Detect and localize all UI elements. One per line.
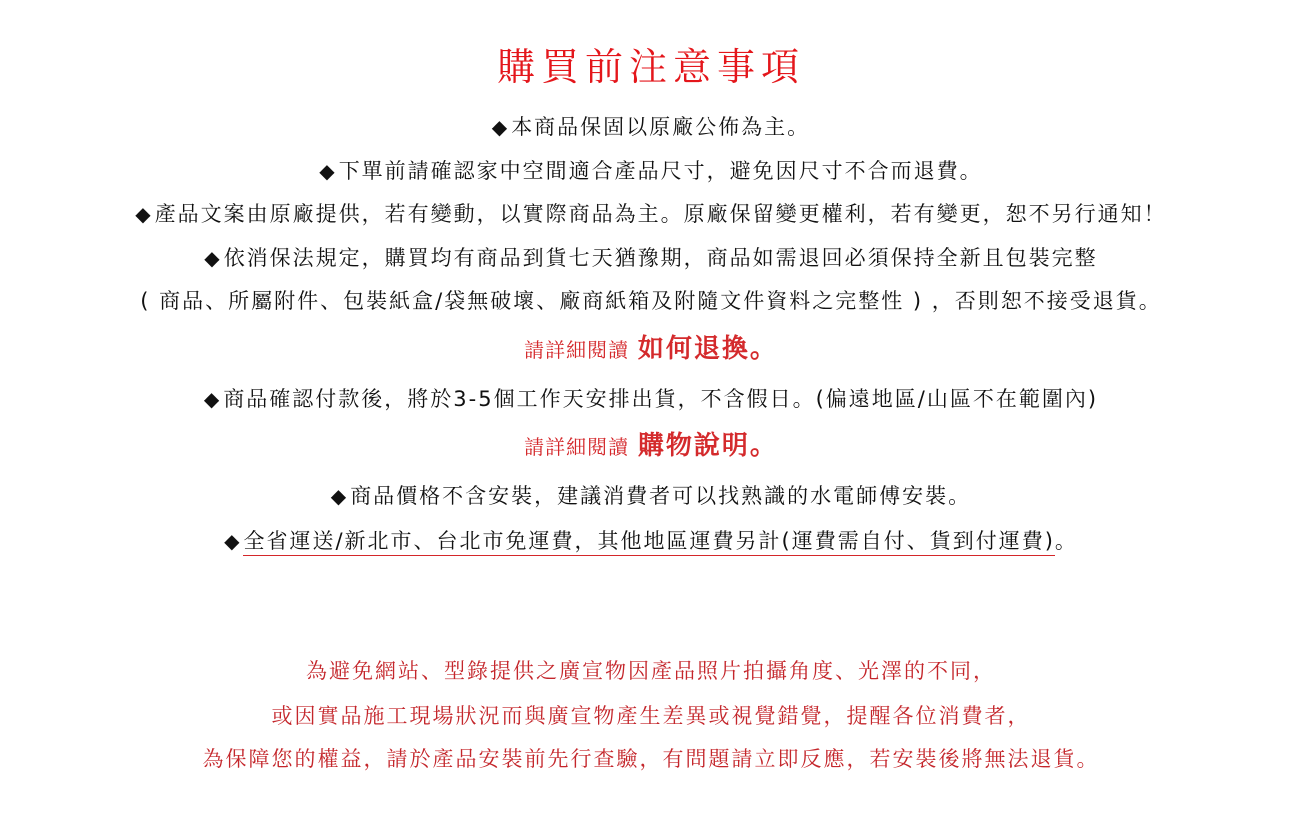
diamond-bullet-icon: ◆ [330, 484, 349, 508]
line-tail: 。 [1054, 529, 1078, 553]
read-prefix: 請詳細閱讀 [524, 435, 630, 459]
notice-line-packaging [0, 287, 1302, 315]
shopping-guide-link[interactable]: 購物說明。 [637, 431, 778, 461]
diamond-bullet-icon: ◆ [203, 387, 222, 411]
disclaimer-line-2: 或因實品施工現場狀況而與廣宣物產生差異或視覺錯覺，提醒各位消費者， [271, 704, 1031, 728]
line-text: ( 商品、所屬附件、包裝紙盒/袋無破壞、廠商紙箱及附隨文件資料之完整性 ) ，否則恕不接受退貨。 [140, 289, 1162, 313]
diamond-bullet-icon: ◆ [319, 159, 337, 183]
delivery-fee-text: 全省運送/新北市、台北市免運費，其他地區運費另計(運費需自付、貨到付運費) [243, 529, 1054, 556]
return-guide-line [0, 335, 1302, 364]
diamond-bullet-icon: ◆ [135, 202, 153, 226]
notice-line-warranty [0, 113, 1302, 141]
shopping-guide-line [0, 432, 1302, 461]
notice-line-installation [0, 482, 1302, 510]
line-text: 本商品保固以原廠公佈為主。 [511, 115, 811, 139]
line-text: 商品確認付款後，將於3-5個工作天安排出貨，不含假日。(偏遠地區/山區不在範圍內) [223, 387, 1099, 411]
notice-line-shipping-time [0, 385, 1302, 413]
line-text: 商品價格不含安裝，建議消費者可以找熟識的水電師傅安裝。 [350, 484, 972, 508]
notice-line-copy [0, 200, 1302, 228]
disclaimer-line-3: 為保障您的權益，請於產品安裝前先行查驗，有問題請立即反應，若安裝後將無法退貨。 [202, 747, 1100, 771]
diamond-bullet-icon: ◆ [224, 529, 242, 553]
diamond-bullet-icon: ◆ [204, 246, 222, 270]
line-text: 產品文案由原廠提供，若有變動，以實際商品為主。原廠保留變更權利，若有變更，恕不另行通知！ [154, 202, 1167, 226]
notice-line-consumer-law [0, 244, 1302, 272]
line-text: 下單前請確認家中空間適合產品尺寸，避免因尺寸不合而退費。 [338, 159, 983, 183]
notice-line-size [0, 157, 1302, 185]
disclaimer-line-1: 為避免網站、型錄提供之廣宣物因產品照片拍攝角度、光澤的不同， [306, 659, 996, 683]
line-text: 依消保法規定，購買均有商品到貨七天猶豫期，商品如需退回必須保持全新且包裝完整 [223, 246, 1098, 270]
notice-line-delivery [0, 527, 1302, 555]
page-title: 購買前注意事項 [496, 45, 805, 89]
read-prefix: 請詳細閱讀 [524, 338, 630, 362]
diamond-bullet-icon: ◆ [491, 115, 510, 139]
return-exchange-link[interactable]: 如何退換。 [637, 334, 778, 364]
